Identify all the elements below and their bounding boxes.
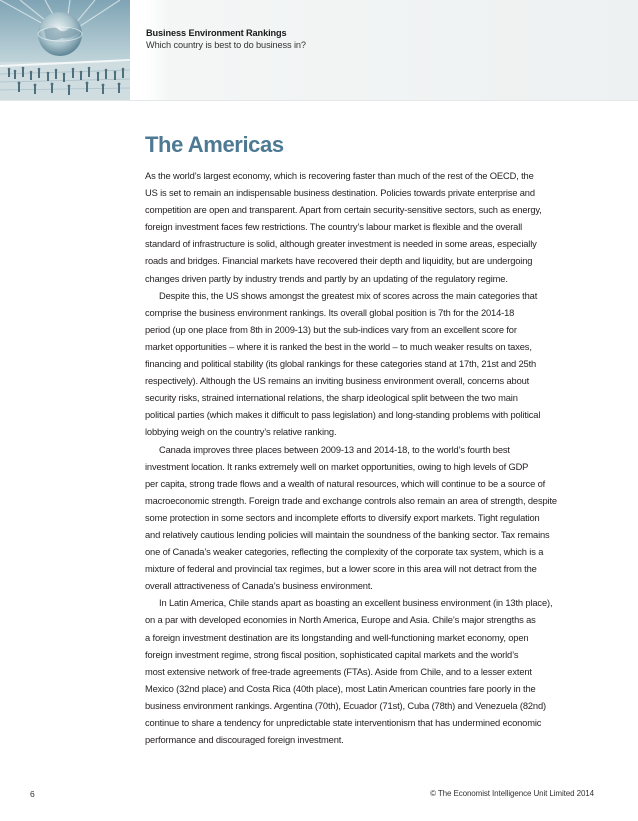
report-title: Business Environment Rankings — [146, 28, 287, 38]
article-line: and relatively cautious lending policies will maintain the soundness of the banking sector. Tax remains — [145, 529, 550, 540]
article-line: mixture of federal and provincial tax regimes, but a lower score in this area will not detract from the — [145, 564, 537, 575]
page-number: 6 — [30, 789, 35, 799]
article-line: Mexico (32nd place) and Costa Rica (40th place), most Latin American countries fare poorly in the — [145, 683, 536, 694]
article-line: financing and political stability (its global rankings for these categories stand at 17th, 21st and 25th — [145, 359, 537, 370]
article-line: market opportunities – where it is ranked the best in the world – to much weaker results on taxes, — [145, 341, 532, 352]
article-line: security risks, strained international relations, the sharp ideological split between the two main — [145, 393, 518, 404]
copyright-notice: © The Economist Intelligence Unit Limited 2014 — [430, 789, 594, 798]
article-line: changes driven partly by industry trends and partly by an updating of the regulatory regime. — [145, 273, 508, 284]
article-line: In Latin America, Chile stands apart as boasting an excellent business environment (in 13th place), — [159, 598, 553, 609]
article-line: overall attractiveness of Canada’s business environment. — [145, 581, 373, 592]
article-line: continue to share a tendency for unpredictable state interventionism that has undermined economic — [145, 718, 542, 728]
cover-illustration — [0, 0, 130, 100]
article-line: comprise the business environment rankings. Its overall global position is 7th for the 2014-18 — [145, 307, 515, 318]
section-heading: The Americas — [145, 132, 284, 157]
article-line: Canada improves three places between 2009-13 and 2014-18, to the world’s fourth best — [159, 444, 510, 455]
article-line: US is set to remain an indispensable business destination. Policies towards private enterprise and — [145, 188, 535, 199]
article-line: competition are open and transparent. Apart from certain security-sensitive sectors, such as energy, — [145, 205, 542, 216]
article-line: macroeconomic strength. Foreign trade and exchange controls also remain an area of strength, despite — [145, 495, 557, 506]
article-line: on a par with developed economies in North America, Europe and Asia. Chile’s major strengths as — [145, 615, 536, 626]
article-line: a foreign investment destination are its longstanding and well-functioning market economy, open — [145, 632, 529, 643]
article-line: Despite this, the US shows amongst the greatest mix of scores across the main categories that — [159, 290, 538, 301]
article-line: roads and bridges. Financial markets have recovered their depth and liquidity, but are undergoing — [145, 256, 533, 267]
article-line: political parties (which makes it difficult to pass legislation) and long-standing problems with political — [145, 410, 541, 421]
article-line: performance and discouraged foreign investment. — [145, 735, 344, 746]
article-line: As the world’s largest economy, which is recovering faster than much of the rest of the OECD, the — [145, 171, 534, 181]
article-line: foreign investment faces few restrictions. The country’s labour market is flexible and the overall — [145, 222, 523, 233]
article-line: investment location. It ranks extremely well on market opportunities, owing to high levels of GDP — [145, 461, 529, 472]
article-line: period (up one place from 8th in 2009-13) but the sub-indices vary from an excellent score for — [145, 324, 517, 335]
article-line: foreign investment regime, strong fiscal position, sophisticated capital markets and the world’s — [145, 649, 519, 660]
header-divider — [0, 100, 638, 101]
article-line: per capita, strong trade flows and a wealth of natural resources, which will continue to be a source of — [145, 478, 546, 489]
article-line: respectively). Although the US remains an inviting business environment overall, concerns about — [145, 376, 530, 387]
article-line: most extensive network of free-trade agreements (FTAs). Aside from Chile, and to a lesser extent — [145, 666, 532, 677]
article-body — [145, 168, 615, 749]
article-line: lobbying weigh on the country’s relative ranking. — [145, 427, 337, 438]
article-line: some protection in some sectors and incomplete efforts to diversify export markets. Tight regulation — [145, 512, 540, 523]
article-line: business environment rankings. Argentina (70th), Ecuador (71st), Cuba (78th) and Venezuela (82nd) — [145, 700, 546, 711]
article-line: one of Canada’s weaker categories, reflecting the complexity of the corporate tax system, which is a — [145, 547, 544, 558]
report-subtitle: Which country is best to do business in? — [146, 40, 306, 50]
article-line: standard of infrastructure is solid, although greater investment is needed in some areas, especially — [145, 239, 537, 250]
